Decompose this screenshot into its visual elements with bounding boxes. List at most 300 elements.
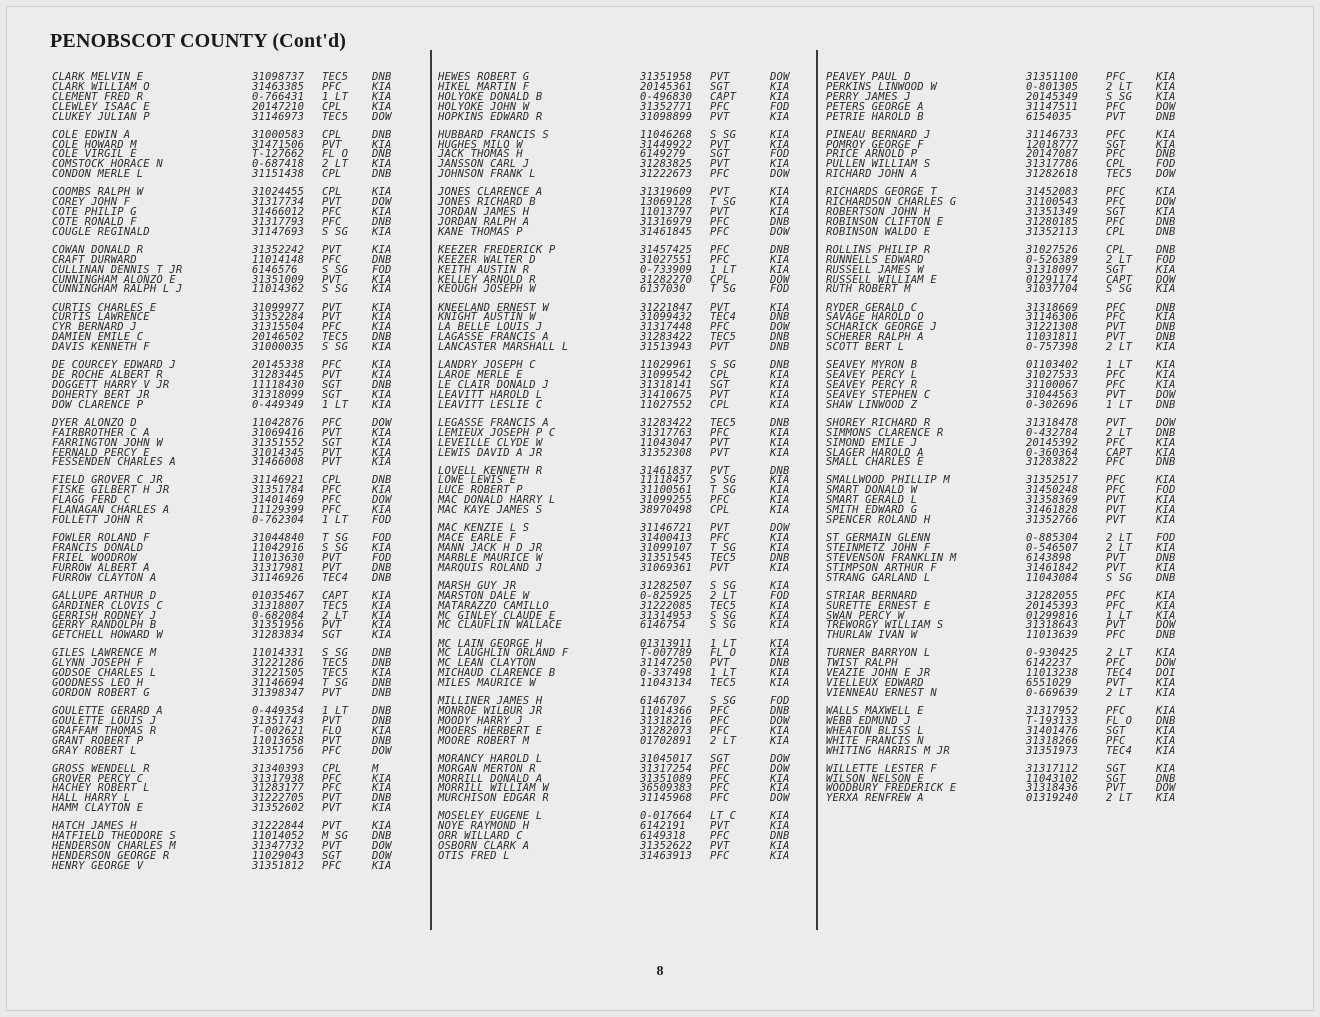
entry-rank: S SG (710, 359, 737, 372)
entry-status: KIA (372, 772, 392, 785)
entry-serial-number: 01103402 (1026, 359, 1079, 372)
entry-rank: PFC (1106, 196, 1126, 209)
entry-rank: PFC (710, 705, 730, 718)
entry-rank: CAPT (1106, 446, 1133, 459)
entry-name: HALL HARRY L (52, 792, 131, 805)
entry-status: DNB (1156, 551, 1176, 564)
entry-name: CLUKEY JULIAN P (52, 110, 150, 123)
entry-name: JOHNSON FRANK L (438, 168, 536, 181)
entry-rank: PFC (1106, 629, 1126, 642)
entry-serial-number: 31317112 (1026, 762, 1079, 775)
entry-status: KIA (1156, 705, 1176, 718)
roster-group (438, 523, 810, 572)
entry-status: DNB (1156, 426, 1176, 439)
entry-rank: TEC4 (1106, 744, 1133, 757)
entry-serial-number: 31000035 (252, 341, 305, 354)
entry-name: WHEATON BLISS L (826, 724, 924, 737)
entry-name: SAVAGE HAROLD O (826, 311, 924, 324)
entry-status: KIA (770, 253, 790, 266)
entry-status: KIA (1156, 341, 1176, 354)
entry-serial-number: 31014345 (252, 446, 305, 459)
entry-rank: SGT (1106, 724, 1126, 737)
roster-group (52, 130, 422, 179)
entry-rank: SGT (1106, 206, 1126, 219)
entry-status: DOW (770, 714, 790, 727)
entry-serial-number: 31146973 (252, 110, 305, 123)
entry-name: LAGASSE FRANCIS A (438, 331, 549, 344)
entry-serial-number: T-193133 (1026, 714, 1079, 727)
entry-rank: PFC (1106, 215, 1126, 228)
entry-serial-number: 31351349 (1026, 206, 1079, 219)
entry-status: DOW (770, 168, 790, 181)
entry-rank: 1 LT (710, 263, 737, 276)
entry-rank: CAPT (1106, 273, 1133, 286)
entry-status: KIA (372, 369, 392, 382)
entry-rank: 2 LT (1106, 686, 1133, 699)
entry-rank: SGT (1106, 263, 1126, 276)
entry-rank: S SG (710, 579, 737, 592)
roster-group (438, 418, 810, 458)
entry-name: SCHARICK GEORGE J (826, 321, 937, 334)
entry-rank: T SG (322, 677, 349, 690)
entry-serial-number: 31318643 (1026, 619, 1079, 632)
entry-serial-number: 31449922 (640, 138, 693, 151)
entry-serial-number: 31027533 (1026, 369, 1079, 382)
entry-serial-number: 20145392 (1026, 436, 1079, 449)
entry-serial-number: 31513943 (640, 341, 693, 354)
entry-name: MC CLAUFLIN WALLACE (438, 619, 562, 632)
entry-status: DOW (770, 71, 790, 83)
entry-status: KIA (770, 561, 790, 574)
entry-serial-number: 6137030 (640, 283, 686, 296)
entry-rank: T SG (710, 196, 737, 209)
entry-name: RUTH ROBERT M (826, 283, 911, 296)
entry-rank: PFC (1106, 456, 1126, 469)
entry-rank: 2 LT (322, 609, 349, 622)
entry-rank: PVT (322, 840, 342, 853)
entry-rank: PVT (1106, 494, 1126, 507)
entry-name: FURROW CLAYTON A (52, 571, 157, 584)
entry-name: RICHARDSON CHARLES G (826, 196, 957, 209)
entry-serial-number: 31147693 (252, 225, 305, 238)
entry-rank: PVT (322, 456, 342, 469)
entry-status: KIA (770, 446, 790, 459)
entry-status: KIA (372, 609, 392, 622)
roster-group (52, 764, 422, 813)
entry-rank: SGT (710, 80, 730, 93)
entry-rank: PVT (710, 158, 730, 171)
entry-rank: T SG (710, 484, 737, 497)
entry-status: KIA (372, 820, 392, 833)
entry-serial-number: 31317254 (640, 762, 693, 775)
entry-status: KIA (770, 263, 790, 276)
entry-serial-number: 31351958 (640, 71, 693, 83)
roster-group (826, 245, 1196, 294)
entry-serial-number: 31146926 (252, 571, 305, 584)
entry-rank: PVT (1106, 619, 1126, 632)
entry-rank: PVT (322, 734, 342, 747)
entry-serial-number: 6154035 (1026, 110, 1072, 123)
entry-status: DNB (372, 677, 392, 690)
entry-status: KIA (770, 301, 790, 314)
entry-status: KIA (372, 436, 392, 449)
entry-rank: SGT (710, 378, 730, 391)
entry-status: DNB (1156, 331, 1176, 344)
roster-group (438, 303, 810, 352)
entry-name: JACK THOMAS H (438, 148, 523, 161)
entry-name: PETERS GEORGE A (826, 100, 924, 113)
entry-serial-number: 6143898 (1026, 551, 1072, 564)
entry-rank: PFC (710, 168, 730, 181)
entry-status: KIA (1156, 71, 1176, 83)
entry-name: STEVENSON FRANKLIN M (826, 551, 957, 564)
entry-rank: PVT (322, 273, 342, 286)
entry-status: KIA (770, 80, 790, 93)
entry-status: KIA (1156, 504, 1176, 517)
entry-serial-number: 31352771 (640, 100, 693, 113)
entry-serial-number: 0-337498 (640, 667, 693, 680)
entry-name: OTIS FRED L (438, 850, 510, 862)
entry-name: MAC DONALD HARRY L (438, 494, 556, 507)
entry-rank: PFC (710, 782, 730, 795)
entry-serial-number: 31317786 (1026, 158, 1079, 171)
entry-serial-number: 31352113 (1026, 225, 1079, 238)
roster-entry (438, 505, 810, 515)
entry-name: FISKE GILBERT H JR (52, 484, 170, 497)
entry-rank: PFC (322, 80, 342, 93)
entry-rank: PVT (322, 196, 342, 209)
entry-rank: SGT (322, 850, 342, 862)
entry-status: KIA (770, 532, 790, 545)
entry-status: DOW (770, 273, 790, 286)
entry-serial-number: 31466012 (252, 206, 305, 219)
entry-status: KIA (1156, 542, 1176, 555)
entry-name: SEAVEY MYRON B (826, 359, 918, 372)
entry-rank: PVT (710, 138, 730, 151)
entry-status: DNB (372, 657, 392, 670)
entry-status: KIA (1156, 599, 1176, 612)
entry-serial-number: 31318266 (1026, 734, 1079, 747)
entry-serial-number: 6146754 (640, 619, 686, 632)
entry-rank: CAPT (322, 589, 349, 602)
roster-entry (438, 400, 810, 410)
roster-entry (52, 284, 422, 294)
entry-name: CLEWLEY ISAAC E (52, 100, 150, 113)
entry-status: DOW (1156, 273, 1176, 286)
column-divider (430, 50, 432, 930)
entry-rank: PFC (710, 321, 730, 334)
entry-serial-number: 13069128 (640, 196, 693, 209)
entry-status: DNB (372, 168, 392, 181)
entry-name: MORRILL DONALD A (438, 772, 543, 785)
entry-name: COWAN DONALD R (52, 243, 144, 256)
page-number: 8 (656, 964, 664, 979)
entry-rank: PFC (1106, 705, 1126, 718)
entry-rank: 1 LT (322, 514, 349, 527)
entry-status: DOW (372, 494, 392, 507)
roster-column-2 (438, 72, 810, 869)
entry-rank: PFC (710, 714, 730, 727)
entry-name: LOWE LEWIS E (438, 474, 517, 487)
entry-status: KIA (770, 840, 790, 853)
roster-entry (826, 400, 1196, 410)
entry-serial-number: 11046268 (640, 128, 693, 141)
entry-rank: PVT (322, 561, 342, 574)
entry-status: KIA (770, 667, 790, 680)
entry-serial-number: 11042916 (252, 542, 305, 555)
entry-serial-number: 31398347 (252, 686, 305, 699)
entry-name: COTE PHILIP G (52, 206, 137, 219)
entry-serial-number: 31314953 (640, 609, 693, 622)
entry-serial-number: 31452083 (1026, 186, 1079, 199)
entry-name: GODSOE CHARLES L (52, 667, 157, 680)
entry-status: FOD (770, 283, 790, 296)
entry-serial-number: 31282073 (640, 724, 693, 737)
entry-rank: PVT (710, 301, 730, 314)
entry-name: CRAFT DURWARD (52, 253, 137, 266)
entry-name: FOWLER ROLAND F (52, 532, 150, 545)
entry-rank: SGT (1106, 762, 1126, 775)
entry-rank: FL O (1106, 714, 1133, 727)
entry-name: MACE EARLE F (438, 532, 517, 545)
entry-status: DNB (372, 830, 392, 843)
entry-serial-number: 31044563 (1026, 388, 1079, 401)
entry-serial-number: 31317734 (252, 196, 305, 209)
entry-name: ROBINSON WALDO E (826, 225, 931, 238)
entry-rank: TEC4 (1106, 667, 1133, 680)
roster-entry (438, 448, 810, 458)
entry-rank: PFC (1106, 599, 1126, 612)
entry-serial-number: 31351812 (252, 859, 305, 872)
entry-serial-number: 31146306 (1026, 311, 1079, 324)
entry-status: KIA (770, 850, 790, 862)
entry-serial-number: 31317938 (252, 772, 305, 785)
entry-rank: PVT (710, 206, 730, 219)
entry-status: KIA (372, 90, 392, 103)
roster-column-1 (52, 72, 422, 879)
entry-status: DNB (1156, 243, 1176, 256)
entry-name: RUNNELLS EDWARD (826, 253, 924, 266)
entry-rank: PFC (1106, 734, 1126, 747)
entry-rank: PVT (710, 840, 730, 853)
entry-name: HEWES ROBERT G (438, 71, 530, 83)
entry-rank: S SG (710, 474, 737, 487)
entry-name: HENDERSON CHARLES M (52, 840, 176, 853)
entry-rank: PFC (322, 859, 342, 872)
entry-status: DNB (770, 359, 790, 372)
entry-name: MANN JACK H D JR (438, 542, 543, 555)
entry-status: KIA (372, 802, 392, 815)
entry-status: DNB (770, 243, 790, 256)
entry-rank: FL O (322, 148, 349, 161)
entry-rank: 1 LT (710, 637, 737, 650)
entry-serial-number: 31147250 (640, 657, 693, 670)
entry-serial-number: 31027526 (1026, 243, 1079, 256)
entry-serial-number: 31317793 (252, 215, 305, 228)
entry-serial-number: 31315504 (252, 321, 305, 334)
entry-status: KIA (770, 724, 790, 737)
entry-status: KIA (1156, 90, 1176, 103)
entry-status: DNB (372, 647, 392, 660)
entry-name: LEGASSE FRANCIS A (438, 416, 549, 429)
entry-serial-number: 31319609 (640, 186, 693, 199)
entry-serial-number: 31352308 (640, 446, 693, 459)
entry-status: DOW (1156, 416, 1176, 429)
entry-rank: S SG (322, 283, 349, 296)
entry-status: DOI (1156, 667, 1176, 680)
entry-name: JONES RICHARD B (438, 196, 536, 209)
roster-entry (52, 342, 422, 352)
entry-status: M (372, 762, 379, 775)
entry-serial-number: 31044840 (252, 532, 305, 545)
entry-serial-number: 0-017664 (640, 810, 693, 823)
entry-serial-number: 0-757398 (1026, 341, 1079, 354)
entry-rank: CPL (1106, 225, 1126, 238)
entry-status: KIA (1156, 206, 1176, 219)
entry-rank: PVT (322, 243, 342, 256)
entry-rank: S SG (322, 341, 349, 354)
entry-name: HATFIELD THEODORE S (52, 830, 176, 843)
roster-entry (826, 515, 1196, 525)
entry-serial-number: 11014366 (640, 705, 693, 718)
entry-rank: PVT (1106, 331, 1126, 344)
entry-serial-number: 31358369 (1026, 494, 1079, 507)
roster-group (826, 72, 1196, 121)
entry-name: GOULETTE GERARD A (52, 705, 163, 718)
entry-name: COREY JOHN F (52, 196, 131, 209)
entry-status: DNB (1156, 629, 1176, 642)
entry-rank: SGT (1106, 138, 1126, 151)
entry-serial-number: 31282507 (640, 579, 693, 592)
entry-rank: FLO (322, 724, 342, 737)
entry-rank: SGT (322, 388, 342, 401)
entry-status: KIA (372, 542, 392, 555)
entry-status: KIA (770, 647, 790, 660)
entry-name: GERRISH RODNEY J (52, 609, 157, 622)
roster-entry (826, 112, 1196, 122)
entry-serial-number: 11014362 (252, 283, 305, 296)
entry-rank: 1 LT (710, 667, 737, 680)
entry-serial-number: 31400413 (640, 532, 693, 545)
entry-serial-number: 31145968 (640, 792, 693, 805)
entry-rank: S SG (710, 619, 737, 632)
entry-status: DNB (1156, 148, 1176, 161)
entry-status: KIA (770, 206, 790, 219)
entry-serial-number: 31352622 (640, 840, 693, 853)
roster-group (438, 811, 810, 860)
entry-name: KELLEY ARNOLD R (438, 273, 536, 286)
entry-serial-number: 31351956 (252, 619, 305, 632)
entry-name: COOMBS RALPH W (52, 186, 144, 199)
entry-rank: SGT (322, 378, 342, 391)
entry-name: STIMPSON ARTHUR F (826, 561, 937, 574)
entry-serial-number: 31146921 (252, 474, 305, 487)
entry-rank: PFC (1106, 301, 1126, 314)
roster-entry (52, 630, 422, 640)
entry-serial-number: 31318669 (1026, 301, 1079, 314)
entry-name: YERXA RENFREW A (826, 792, 924, 805)
entry-rank: PFC (1106, 311, 1126, 324)
entry-status: FOD (1156, 484, 1176, 497)
entry-serial-number: 31352517 (1026, 474, 1079, 487)
roster-entry (52, 688, 422, 698)
entry-name: LEAVITT LESLIE C (438, 398, 543, 411)
entry-serial-number: 6146576 (252, 263, 298, 276)
entry-rank: SGT (322, 629, 342, 642)
entry-rank: 1 LT (1106, 359, 1133, 372)
entry-rank: TEC5 (322, 657, 349, 670)
entry-status: FOD (1156, 158, 1176, 171)
entry-name: FARRINGTON JOHN W (52, 436, 163, 449)
entry-rank: PFC (710, 532, 730, 545)
roster-entry (438, 342, 810, 352)
entry-name: GALLUPE ARTHUR D (52, 589, 157, 602)
entry-serial-number: 31463913 (640, 850, 693, 862)
entry-status: KIA (770, 677, 790, 690)
roster-entry (52, 746, 422, 756)
entry-serial-number: 31347732 (252, 840, 305, 853)
entry-rank: PFC (1106, 474, 1126, 487)
entry-rank: PVT (1106, 551, 1126, 564)
entry-rank: S SG (1106, 283, 1133, 296)
entry-rank: 2 LT (1106, 253, 1133, 266)
entry-status: DNB (372, 253, 392, 266)
entry-serial-number: 31461837 (640, 464, 693, 477)
entry-status: DOW (1156, 168, 1176, 181)
entry-name: MILES MAURICE W (438, 677, 536, 690)
entry-serial-number: 31318478 (1026, 416, 1079, 429)
entry-rank: 2 LT (1106, 792, 1133, 805)
entry-rank: PFC (322, 416, 342, 429)
entry-status: DOW (1156, 196, 1176, 209)
roster-entry (826, 793, 1196, 803)
entry-rank: PVT (1106, 514, 1126, 527)
entry-serial-number: 31401469 (252, 494, 305, 507)
entry-name: SPENCER ROLAND H (826, 514, 931, 527)
entry-name: GILES LAWRENCE M (52, 647, 157, 660)
entry-serial-number: 31461828 (1026, 504, 1079, 517)
entry-name: SURETTE ERNEST E (826, 599, 931, 612)
entry-rank: PFC (322, 321, 342, 334)
entry-name: FRIEL WOODROW (52, 551, 137, 564)
entry-rank: S SG (710, 609, 737, 622)
entry-serial-number: 0-526389 (1026, 253, 1079, 266)
entry-status: KIA (770, 436, 790, 449)
entry-serial-number: 31318436 (1026, 782, 1079, 795)
entry-serial-number: 31318216 (640, 714, 693, 727)
entry-rank: TEC5 (710, 331, 737, 344)
entry-serial-number: 01319240 (1026, 792, 1079, 805)
entry-serial-number: 11118430 (252, 378, 305, 391)
entry-name: GROVER PERCY C (52, 772, 144, 785)
entry-name: VEAZIE JOHN E JR (826, 667, 931, 680)
roster-group (826, 706, 1196, 755)
entry-status: FOD (372, 551, 392, 564)
entry-rank: PFC (710, 850, 730, 862)
entry-rank: 2 LT (1106, 426, 1133, 439)
entry-name: HATCH JAMES H (52, 820, 137, 833)
entry-status: KIA (770, 782, 790, 795)
entry-serial-number: 31283822 (1026, 456, 1079, 469)
entry-serial-number: 01313911 (640, 637, 693, 650)
roster-group (52, 474, 422, 527)
entry-serial-number: 31222085 (640, 599, 693, 612)
entry-rank: FL O (710, 647, 737, 660)
entry-rank: 1 LT (322, 90, 349, 103)
entry-status: KIA (770, 426, 790, 439)
entry-status: KIA (1156, 378, 1176, 391)
entry-rank: TEC5 (710, 551, 737, 564)
